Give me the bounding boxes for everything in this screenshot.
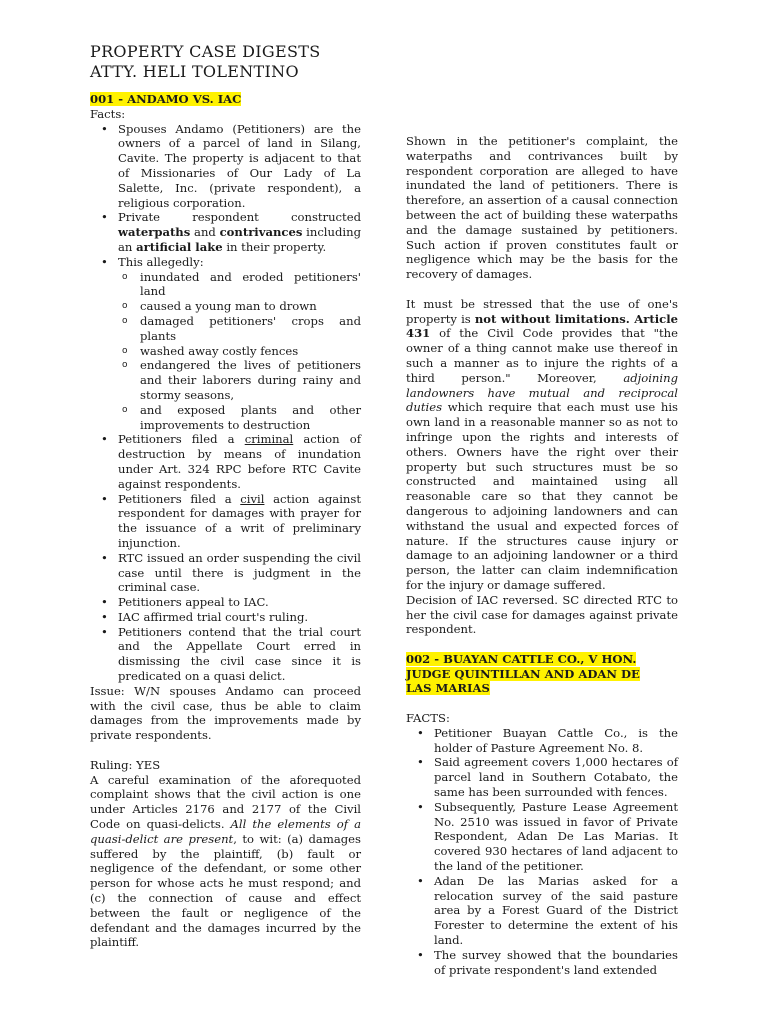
- list-item: • Adan De las Marias asked for a relocation survey of the said pasture area by a Forest Guard of the District Forester to determine the extent of his land.: [406, 874, 678, 948]
- list-item: • IAC affirmed trial court's ruling.: [90, 610, 361, 625]
- sub-list-item: o and exposed plants and other improvements to destruction: [118, 403, 361, 433]
- list-item: • Petitioners contend that the trial court and the Appellate Court erred in dismissing the civil case since it is predicated on a quasi delict.: [90, 625, 361, 684]
- case1-ruling-paragraph-3: It must be stressed that the use of one's property is not without limitations. Article 431 of the Civil Code provides that "the owner of a thing cannot make use thereof in such a manner as to injure the rights of a third person." Moreover, adjoining landowners have mutual and reciprocal duties which require that each must use his own land in a reasonable manner so as not to infringe upon the rights and interests of others. Owners have the right over their property but such structures must be so constructed and maintained using all reasonable care so that they cannot be dangerous to adjoining landowners and can withstand the usual and expected forces of nature. If the structures cause injury or damage to an adjoining landowner or a third person, the latter can claim indemnification for the injury or damage suffered.: [406, 296, 678, 592]
- list-item: • Petitioners filed a criminal action of destruction by means of inundation under Art. 324 RPC before RTC Cavite against respondents.: [90, 432, 361, 491]
- case1-ruling-paragraph-1: A careful examination of the aforequoted complaint shows that the civil action is one under Articles 2176 and 2177 of the Civil Code on quasi-delicts. All the elements of a quasi-delict are present, to wit: (a) damages suffered by the plaintiff, (b) fault or negligence of the defendant, or some other person for whose acts he must respond; and (c) the connection of cause and effect between the fault or negligence of the defendant and the damages incurred by the plaintiff.: [90, 772, 362, 950]
- case1-facts-label: Facts:: [90, 106, 126, 121]
- header-title: PROPERTY CASE DIGESTS: [90, 42, 321, 61]
- case1-decision: Decision of IAC reversed. SC directed RTC to her the civil case for damages against private respondent.: [406, 592, 678, 637]
- sub-list-item: o washed away costly fences: [118, 344, 361, 359]
- case1-ruling-paragraph-2: Shown in the petitioner's complaint, the waterpaths and contrivances built by respondent corporation are alleged to have inundated the land of petitioners. There is therefore, an assertion of a causal connection between the act of building these waterpaths and the damage sustained by petitioners. Such action if proven constitutes fault or negligence which may be the basis for the recovery of damages.: [406, 134, 678, 282]
- list-item: • This allegedly: o inundated and eroded petitioners' land o caused a young man to drown o damaged petitioners' crops and plants o washed away costly fences o endangered the lives of petitioners and their laborers during rainy and stormy seasons, o and exposed plants and other improvements to destruction: [90, 255, 361, 433]
- list-item: • Said agreement covers 1,000 hectares of parcel land in Southern Cotabato, the same has been surrounded with fences.: [406, 755, 678, 799]
- case2-facts-label: FACTS:: [406, 711, 450, 726]
- sub-list-item: o damaged petitioners' crops and plants: [118, 314, 361, 344]
- case1-effects-list: [118, 270, 361, 433]
- left-column: [90, 92, 361, 950]
- sub-list-item: o endangered the lives of petitioners and their laborers during rainy and stormy seasons,: [118, 358, 361, 402]
- sub-list-item: o inundated and eroded petitioners' land: [118, 270, 361, 300]
- list-item: • Petitioners appeal to IAC.: [90, 595, 361, 610]
- list-item: • Petitioners filed a civil action against respondent for damages with prayer for the issuance of a writ of preliminary injunction.: [90, 492, 361, 551]
- case1-ruling-label: Ruling: YES: [90, 757, 161, 772]
- case1-facts-list: [90, 122, 361, 684]
- case2-facts-list: [406, 726, 678, 978]
- right-column: [406, 92, 678, 977]
- list-item: • Petitioner Buayan Cattle Co., is the holder of Pasture Agreement No. 8.: [406, 726, 678, 756]
- list-item: • Spouses Andamo (Petitioners) are the owners of a parcel of land in Silang, Cavite. The property is adjacent to that of Missionaries of Our Lady of La Salette, Inc. (private respondent), a religious corporation.: [90, 122, 361, 211]
- case2-title: 002 - BUAYAN CATTLE CO., V HON. JUDGE QUINTILLAN AND ADAN DE LAS MARIAS: [406, 651, 640, 696]
- list-item: • RTC issued an order suspending the civil case until there is judgment in the criminal case.: [90, 551, 361, 595]
- header-author: ATTY. HELI TOLENTINO: [90, 62, 299, 81]
- case1-issue: Issue: W/N spouses Andamo can proceed with the civil case, thus be able to claim damages from the improvements made by private respondents.: [90, 683, 361, 743]
- case1-title: 001 - ANDAMO VS. IAC: [90, 92, 242, 106]
- list-item: • The survey showed that the boundaries of private respondent's land extended: [406, 948, 678, 978]
- list-item: • Private respondent constructed waterpaths and contrivances including an artificial lake in their property.: [90, 210, 361, 254]
- document-header: [90, 42, 321, 82]
- sub-list-item: o caused a young man to drown: [118, 299, 361, 314]
- list-item: • Subsequently, Pasture Lease Agreement No. 2510 was issued in favor of Private Respondent, Adan De Las Marias. It covered 930 hectares of land adjacent to the land of the petitioner.: [406, 800, 678, 874]
